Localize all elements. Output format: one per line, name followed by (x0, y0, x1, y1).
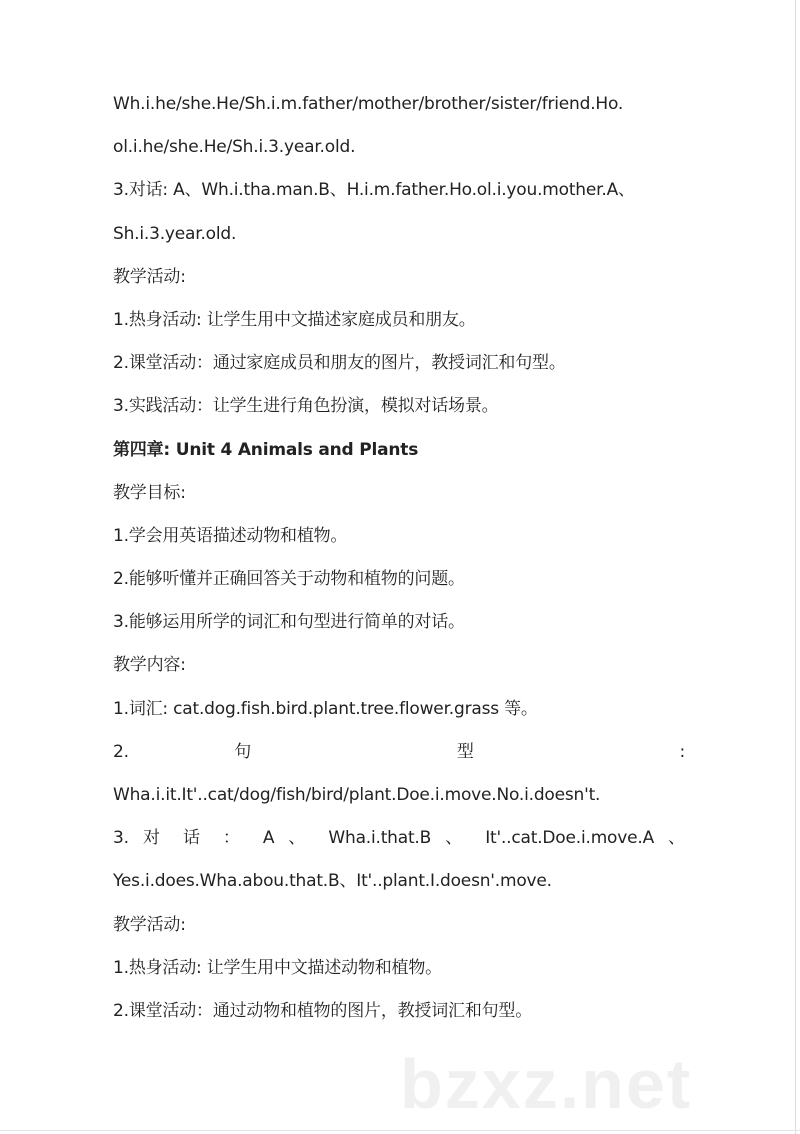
text-line: 2. 句 型 : (113, 741, 685, 762)
page-bottom-edge (0, 1130, 800, 1131)
text-line: 3.对话: A、Wh.i.tha.man.B、H.i.m.father.Ho.ol.i.you.mother.A、 (113, 180, 635, 201)
text-line: 1.词汇: cat.dog.fish.bird.plant.tree.flower.grass 等。 (113, 698, 538, 719)
text-line: 2.课堂活动：通过动物和植物的图片，教授词汇和句型。 (113, 1000, 533, 1021)
text-line: Yes.i.does.Wha.abou.that.B、It'..plant.I.doesn'.move. (113, 871, 552, 892)
text-line: 教学活动: (113, 266, 186, 287)
text-line: Sh.i.3.year.old. (113, 223, 237, 244)
text-line: 1.学会用英语描述动物和植物。 (113, 525, 348, 546)
text-line: 3. 对 话 ： A 、 Wha.i.that.B 、 It'..cat.Doe.i.move.A 、 (113, 828, 685, 849)
text-line: 教学内容: (113, 655, 186, 676)
text-line: Wha.i.it.It'..cat/dog/fish/bird/plant.Doe.i.move.No.i.doesn't. (113, 785, 601, 805)
text-line: 1.热身活动: 让学生用中文描述家庭成员和朋友。 (113, 309, 476, 330)
chapter-heading: 第四章: Unit 4 Animals and Plants (113, 439, 419, 460)
document-body (113, 88, 685, 1038)
watermark: bzxz.net (400, 1045, 693, 1123)
text-line: ol.i.he/she.He/Sh.i.3.year.old. (113, 137, 356, 158)
text-line: Wh.i.he/she.He/Sh.i.m.father/mother/brother/sister/friend.Ho. (113, 94, 624, 114)
page-edge (795, 0, 796, 1134)
text-line: 2.课堂活动：通过家庭成员和朋友的图片，教授词汇和句型。 (113, 353, 566, 374)
text-line: 教学活动: (113, 914, 186, 935)
text-line: 3.实践活动：让学生进行角色扮演，模拟对话场景。 (113, 396, 499, 417)
text-line: 1.热身活动: 让学生用中文描述动物和植物。 (113, 957, 442, 978)
text-line: 2.能够听懂并正确回答关于动物和植物的问题。 (113, 569, 465, 590)
text-line: 3.能够运用所学的词汇和句型进行简单的对话。 (113, 612, 465, 633)
text-line: 教学目标: (113, 482, 186, 503)
